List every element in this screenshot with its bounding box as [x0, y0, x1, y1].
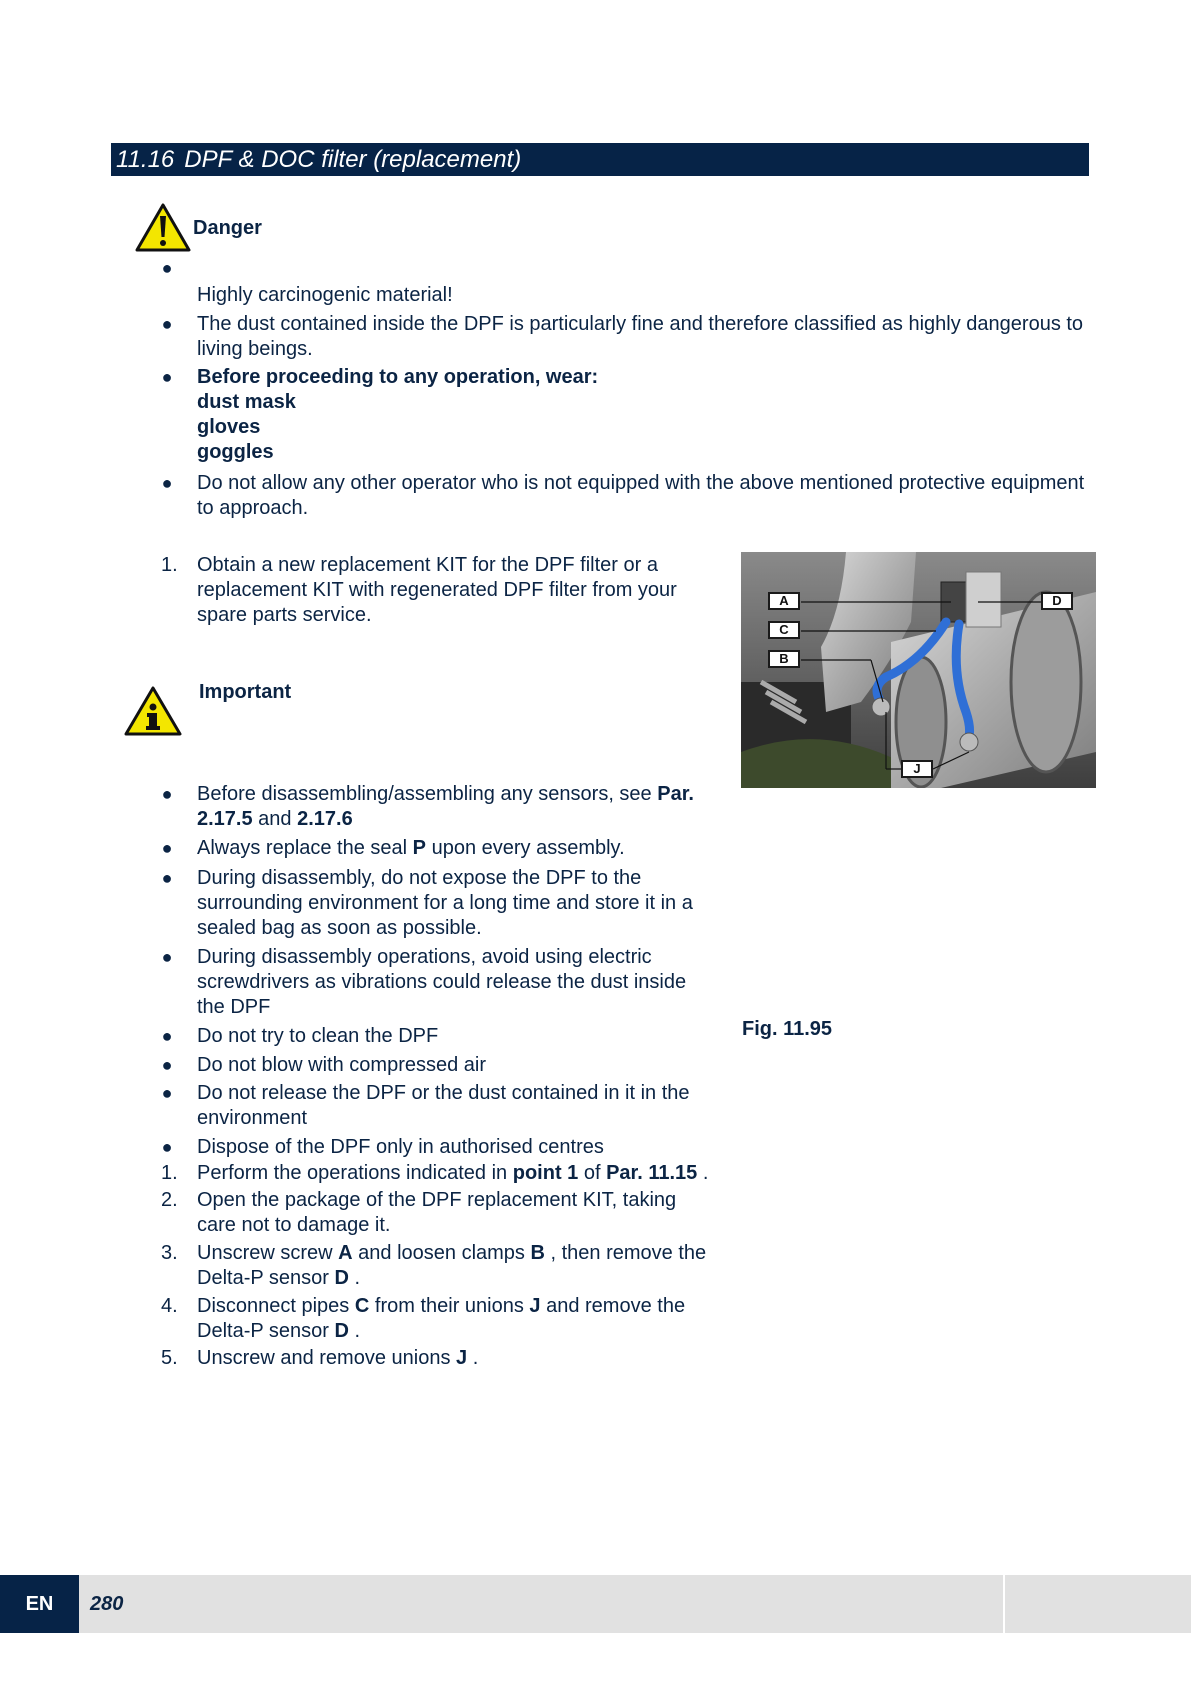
danger-item-wear	[197, 365, 598, 465]
step-number: 1.	[161, 1162, 178, 1184]
text-run: Delta-P sensor	[197, 1320, 335, 1342]
step-number: 1.	[161, 554, 178, 576]
part-ref: A	[338, 1242, 353, 1264]
part-ref: C	[354, 1295, 370, 1317]
text-run: and loosen clamps	[352, 1242, 531, 1264]
text-run: , then remove the	[544, 1242, 707, 1264]
figure-caption: Fig. 11.95	[742, 1018, 833, 1040]
text-run: .	[467, 1347, 479, 1369]
bullet-dot: ●	[161, 1026, 173, 1046]
bullet-dot: ●	[161, 1137, 173, 1157]
important-label: Important	[199, 681, 292, 703]
text-run: .	[348, 1267, 361, 1289]
figure-label-b: B	[768, 650, 800, 668]
bullet-dot: ●	[161, 947, 173, 967]
part-ref: D	[334, 1267, 349, 1289]
text-run: Delta-P sensor	[197, 1267, 335, 1289]
par-ref: Par. 11.15	[606, 1162, 698, 1184]
part-ref: J	[529, 1295, 541, 1317]
step-2-text: Open the package of the DPF replacement KIT, taking care not to damage it.	[197, 1189, 677, 1236]
danger-icon	[134, 202, 192, 254]
wear-heading: Before proceeding to any operation, wear:	[197, 366, 599, 388]
important-item-expose: During disassembly, do not expose the DPF to the surrounding environment for a long time and store it in a sealed bag as soon as possible.	[197, 867, 693, 939]
step-4-text	[197, 1294, 685, 1344]
important-item-clean: Do not try to clean the DPF	[197, 1025, 439, 1047]
par-ref: Par.	[657, 783, 694, 805]
figure-label-c: C	[768, 621, 800, 639]
important-item-release: Do not release the DPF or the dust contained in it in the environment	[197, 1082, 690, 1129]
seal-ref: P	[412, 837, 427, 859]
section-header	[111, 143, 1089, 176]
text-run: Perform the operations indicated in	[197, 1162, 513, 1184]
important-item-screwdrivers: During disassembly operations, avoid using electric screwdrivers as vibrations could release the dust inside the DPF	[197, 946, 687, 1018]
danger-item-carcinogenic: Highly carcinogenic material!	[197, 284, 453, 306]
part-ref: J	[456, 1347, 468, 1369]
par-ref: 2.17.6	[297, 808, 353, 830]
figure-label-j: J	[901, 760, 933, 778]
page-footer	[0, 1575, 1191, 1633]
text-run: and	[252, 808, 298, 830]
text-run: Disconnect pipes	[197, 1295, 355, 1317]
step-number: 2.	[161, 1189, 178, 1211]
text-run: of	[578, 1162, 607, 1184]
wear-gloves: gloves	[197, 416, 261, 438]
bullet-dot: ●	[161, 838, 173, 858]
step-number: 3.	[161, 1242, 178, 1264]
part-ref: B	[530, 1242, 545, 1264]
text-run: .	[697, 1162, 709, 1184]
par-ref: 2.17.5	[197, 808, 253, 830]
step-5-text	[197, 1346, 478, 1371]
important-item-dispose: Dispose of the DPF only in authorised centres	[197, 1136, 604, 1158]
danger-item-dust: The dust contained inside the DPF is particularly fine and therefore classified as highly dangerous to living beings.	[197, 313, 1084, 360]
bullet-dot: ●	[161, 1055, 173, 1075]
step-number: 5.	[161, 1347, 178, 1369]
wear-dust-mask: dust mask	[197, 391, 296, 413]
text-run: Always replace the seal	[197, 837, 413, 859]
danger-item-operator: Do not allow any other operator who is not equipped with the above mentioned protective equipment to approach.	[197, 472, 1085, 519]
danger-label: Danger	[193, 217, 262, 239]
bullet-dot: ●	[161, 1083, 173, 1103]
dpf-figure	[741, 552, 1096, 788]
step-3-text	[197, 1241, 706, 1291]
important-item-seal	[197, 836, 625, 861]
step-1-text	[197, 1161, 708, 1186]
text-run: .	[348, 1320, 361, 1342]
point-ref: point 1	[512, 1162, 579, 1184]
text-run: from their unions	[369, 1295, 530, 1317]
text-run: Unscrew screw	[197, 1242, 339, 1264]
section-title: DPF & DOC filter (replacement)	[184, 146, 522, 173]
footer-divider	[1003, 1575, 1005, 1633]
bullet-dot: ●	[161, 784, 173, 804]
figure-label-d: D	[1041, 592, 1073, 610]
text-run: Unscrew and remove unions	[197, 1347, 457, 1369]
bullet-dot: ●	[161, 314, 173, 334]
text-run: Before disassembling/assembling any sensors, see	[197, 783, 658, 805]
section-number: 11.16	[116, 146, 175, 173]
bullet-dot: ●	[161, 258, 173, 278]
text-run: and remove the	[540, 1295, 686, 1317]
step-number: 4.	[161, 1295, 178, 1317]
text-run: upon every assembly.	[426, 837, 625, 859]
step-intro-text: Obtain a new replacement KIT for the DPF filter or a replacement KIT with regenerated DPF filter from your spare parts service.	[197, 554, 677, 626]
wear-goggles: goggles	[197, 441, 274, 463]
bullet-dot: ●	[161, 367, 173, 387]
figure-label-a: A	[768, 592, 800, 610]
important-icon	[123, 685, 183, 737]
part-ref: D	[334, 1320, 349, 1342]
important-item-blow: Do not blow with compressed air	[197, 1054, 487, 1076]
language-badge: EN	[0, 1575, 79, 1633]
important-item-sensors	[197, 782, 717, 832]
page-number: 280	[90, 1593, 124, 1615]
bullet-dot: ●	[161, 473, 173, 493]
bullet-dot: ●	[161, 868, 173, 888]
